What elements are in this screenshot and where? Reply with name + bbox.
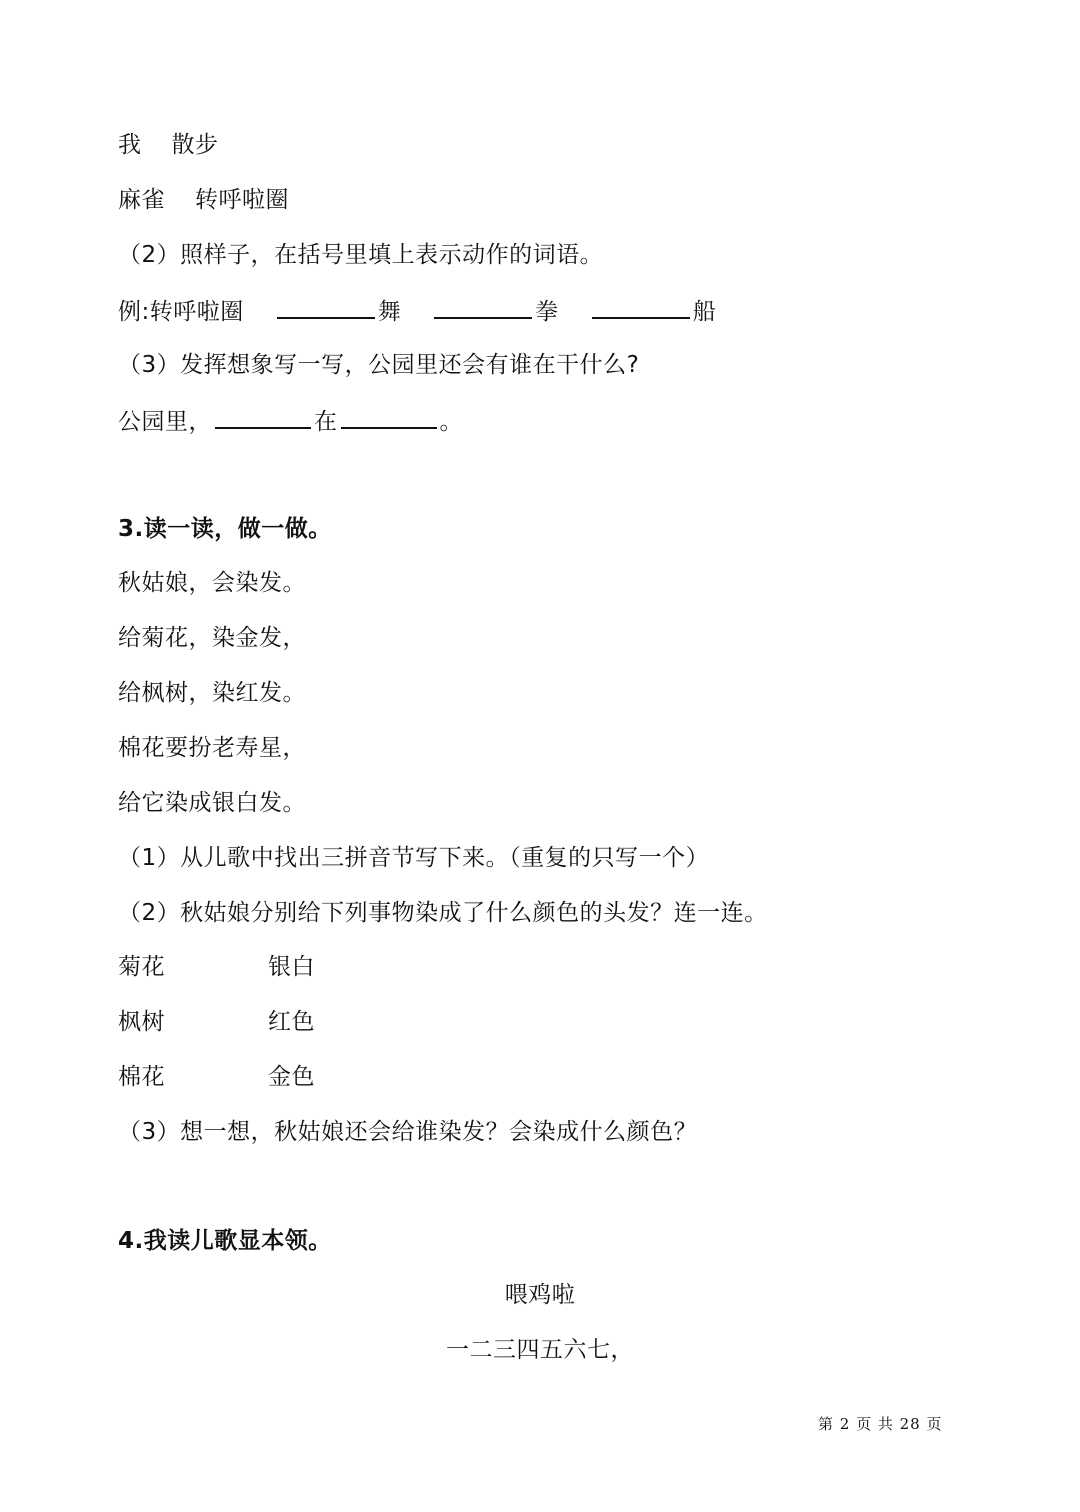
song-line-1: 一二三四五六七， — [446, 1337, 634, 1363]
question-3-3: （3）想一想，秋姑娘还会给谁染发？会染成什么颜色？ — [118, 1119, 698, 1145]
park-line — [118, 405, 463, 437]
park-mid: 在 — [314, 409, 338, 435]
poem-line-1: 秋姑娘，会染发。 — [118, 570, 306, 596]
row-wo — [118, 130, 219, 160]
section-3-heading: 3.读一读，做一做。 — [118, 516, 332, 542]
word-quan: 拳 — [535, 299, 559, 325]
question-2-3: （3）发挥想象写一写，公园里还会有谁在干什么? — [118, 352, 640, 378]
match-right: 金色 — [268, 1064, 315, 1090]
page-footer: 第 2 页 共 28 页 — [818, 1415, 943, 1433]
match-right: 红色 — [268, 1009, 315, 1035]
poem-line-3: 给枫树，染红发。 — [118, 680, 306, 706]
question-3-2: （2）秋姑娘分别给下列事物染成了什么颜色的头发？连一连。 — [118, 900, 768, 926]
match-left: 枫树 — [118, 1009, 165, 1035]
poem-line-5: 给它染成银白发。 — [118, 790, 306, 816]
blank-3[interactable] — [592, 295, 690, 319]
blank-what[interactable] — [341, 405, 437, 429]
match-row-1 — [118, 952, 418, 982]
word-wu: 舞 — [377, 299, 402, 325]
blank-1[interactable] — [277, 295, 375, 319]
word-chuan: 船 — [692, 299, 717, 325]
match-left: 菊花 — [118, 954, 165, 980]
song-title: 喂鸡啦 — [504, 1282, 576, 1308]
match-left: 棉花 — [118, 1064, 165, 1090]
poem-line-2: 给菊花，染金发， — [118, 625, 306, 651]
subject-wo: 我 — [118, 132, 142, 158]
question-2-2: （2）照样子，在括号里填上表示动作的词语。 — [118, 242, 604, 268]
match-row-2 — [118, 1007, 418, 1037]
match-row-3 — [118, 1062, 418, 1092]
poem-line-4: 棉花要扮老寿星， — [118, 735, 306, 761]
question-3-1: （1）从儿歌中找出三拼音节写下来。（重复的只写一个） — [118, 845, 710, 871]
park-end: 。 — [439, 409, 463, 435]
blank-who[interactable] — [215, 405, 311, 429]
match-right: 银白 — [268, 954, 315, 980]
section-4-heading: 4.我读儿歌显本领。 — [118, 1228, 332, 1254]
example-line — [118, 295, 716, 327]
blank-2[interactable] — [434, 295, 532, 319]
subject-maque: 麻雀 — [118, 187, 165, 213]
example-prefix: 例:转呼啦圈 — [118, 299, 244, 325]
row-maque — [118, 185, 289, 215]
park-prefix: 公园里， — [118, 409, 212, 435]
action-zhuanhulaquan: 转呼啦圈 — [195, 187, 289, 213]
action-sanbu: 散步 — [171, 132, 219, 158]
